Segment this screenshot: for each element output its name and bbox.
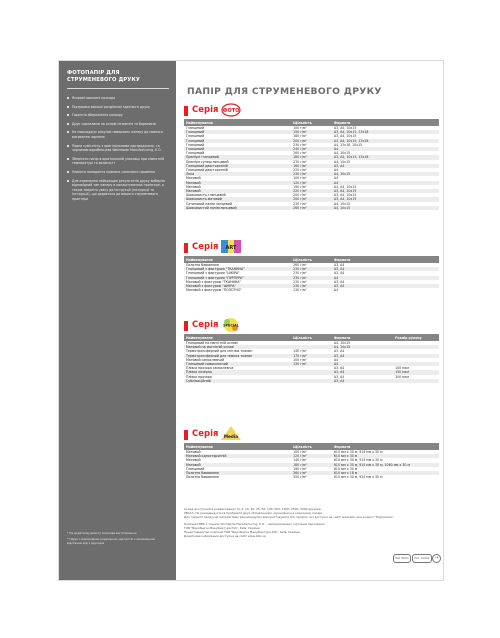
table-cell: 350 г/м² bbox=[293, 475, 307, 480]
table-cell: А3, А4 bbox=[332, 284, 439, 288]
table-cell: Глянцевий двосторонній bbox=[186, 168, 228, 173]
table-cell: Глянцевий на магнітній основі bbox=[186, 341, 238, 345]
column-header: Формати bbox=[332, 119, 439, 126]
table-row bbox=[184, 475, 439, 479]
table-cell: 220 г/м² bbox=[293, 168, 307, 173]
section-art bbox=[184, 238, 439, 292]
table-cell: 610 мм х 30 м, 914 мм х 30 м bbox=[333, 475, 383, 480]
table-cell: А3, А4, 10х15, 13х18 bbox=[332, 139, 439, 143]
feature-list bbox=[67, 96, 173, 206]
table-cell: Матовий односторонній bbox=[184, 454, 291, 458]
footer-line: ТОВ "Виробнича Мануфактура ЮА", Київ, Україна bbox=[184, 525, 260, 530]
media-logo-text: Media bbox=[223, 434, 239, 439]
series-accent-bar bbox=[184, 243, 188, 253]
table-cell: А3, А4, 10х15 bbox=[332, 197, 439, 201]
column-header: Формати bbox=[332, 334, 393, 341]
column-header: Формати bbox=[332, 256, 439, 263]
table-cell: 230 г/м² bbox=[291, 172, 332, 176]
section-media bbox=[184, 425, 439, 479]
table-cell: Термотрансферний для темних тканин bbox=[184, 354, 291, 358]
product-table bbox=[184, 443, 439, 479]
table-cell: 230 г/м² bbox=[291, 267, 332, 271]
table-cell: А4 bbox=[332, 276, 439, 280]
footer-notes bbox=[184, 507, 439, 538]
table-cell: 150 г/м² bbox=[291, 130, 332, 134]
sidebar-title: ФОТОПАПІР ДЛЯ СТРУМЕНЕВОГО ДРУКУ bbox=[67, 70, 140, 83]
table-cell: Преміум суперглянцевий bbox=[186, 159, 229, 164]
sidebar-note: * На додаткову вимогу можливе виготовлення bbox=[67, 531, 137, 535]
table-cell: А3, А4 bbox=[333, 279, 345, 284]
column-header: Щільність bbox=[291, 443, 332, 450]
table-cell: Матовий bbox=[186, 458, 201, 463]
table-cell: 610 мм х 30 м, 914 мм х 30 м, 1060 мм х 30 м bbox=[332, 463, 439, 467]
table-cell: 260 г/м² bbox=[291, 471, 332, 475]
table-cell: 100 г/м² bbox=[293, 126, 307, 130]
table-cell: А3, А4 bbox=[333, 374, 345, 379]
table-cell: Шовковисто-глянцевий bbox=[186, 193, 226, 198]
table-cell: А4 bbox=[333, 168, 339, 173]
table-cell: Глянцевий самоклеючий bbox=[184, 362, 291, 366]
table-cell: Матовий bbox=[186, 450, 201, 454]
series-accent-bar bbox=[184, 321, 188, 331]
table-cell: Матовий bbox=[184, 181, 291, 185]
table-cell: А3, А4 bbox=[332, 370, 393, 374]
table-cell: Глянцевий з фактурою "ПУРПУРА" bbox=[184, 276, 291, 280]
arrow-circle-icon: → bbox=[432, 554, 441, 563]
table-cell: 100 мкм bbox=[395, 374, 409, 379]
table-cell: 150 мкм bbox=[393, 370, 439, 374]
table-cell: Лиса bbox=[184, 172, 291, 176]
section-foto bbox=[184, 101, 439, 210]
series-accent-bar bbox=[184, 106, 188, 116]
column-header: Щільність bbox=[291, 256, 332, 263]
page-title: ПАПІР ДЛЯ СТРУМЕНЕВОГО ДРУКУ bbox=[187, 86, 382, 97]
table-cell: Глянцевий bbox=[186, 126, 205, 130]
table-cell: А3, А4 bbox=[333, 263, 345, 267]
feature-item: Друк чорнилами на основі пігментів та барвників bbox=[67, 122, 173, 127]
table-cell: А3, А4 bbox=[333, 349, 345, 354]
table-cell: А4 bbox=[333, 176, 339, 181]
table-cell: 160 г/м² bbox=[291, 164, 332, 168]
certification-badge: ISO 14001 bbox=[412, 554, 432, 563]
table-cell: Матовий з фактурою "ШКІРА" bbox=[184, 284, 291, 288]
table-cell: 100 г/м² bbox=[293, 357, 307, 362]
table-cell: А4, 10х15 bbox=[333, 201, 351, 206]
table-cell: 230 г/м² bbox=[293, 142, 307, 147]
footer-line: Склад доступний в розфасованих по 5, 10, 20, 25, 50, 100, 500, 1000, 2500, 5000 аркушів. bbox=[184, 507, 322, 511]
column-header: Найменування bbox=[184, 256, 291, 263]
footer-line: Для гарантії продукції наполегливо рекомендуємо використовувати ICC профілі, які доступні на сайті www.bbk.ua в розділі "Підтримка". bbox=[184, 515, 395, 520]
table-cell: Термотрансферний для світлих тканин bbox=[186, 349, 253, 354]
table-cell: Глянцевий bbox=[186, 466, 205, 471]
table-cell: Глянцевий bbox=[186, 151, 205, 156]
table-cell: Глянцевий bbox=[184, 139, 291, 143]
table-cell: Плівка прозора bbox=[186, 374, 212, 379]
table-cell: 180 г/м² bbox=[291, 463, 332, 467]
feature-item: Зберігати папір в оригінальній упаковці при кімнатній температурі та вологості bbox=[67, 157, 173, 166]
foto-logo bbox=[220, 101, 242, 118]
feature-item: Не пошкоджує ріжучих поверхонь паперу до повного висихання чорнила bbox=[67, 130, 173, 139]
table-cell: 170 г/м² bbox=[291, 354, 332, 358]
table-cell: А4, 10х15 bbox=[332, 345, 393, 349]
media-logo bbox=[220, 425, 242, 442]
product-table bbox=[184, 119, 439, 210]
table-header-row bbox=[184, 119, 439, 126]
series-header bbox=[184, 101, 439, 119]
table-cell: Матовий самоклеючий bbox=[186, 357, 225, 362]
table-cell: Плівка прозора самоклеюча bbox=[186, 366, 234, 371]
table-cell: Глянцевий bbox=[186, 134, 205, 139]
column-header: Розмір рулону bbox=[393, 334, 439, 341]
table-cell: 610 мм х 30 м bbox=[333, 466, 358, 471]
table-cell: 610 мм х 30 м bbox=[332, 454, 439, 458]
table-cell: 260 г/м² bbox=[291, 206, 332, 210]
table-cell: 190 г/м² bbox=[293, 466, 307, 471]
special-logo-text: SPECIAL bbox=[223, 323, 239, 328]
table-cell: 230 г/м² bbox=[293, 159, 307, 164]
table-cell: 230 г/м² bbox=[293, 271, 307, 276]
table-cell: Преміум глянцевий bbox=[184, 155, 291, 159]
table-cell: А4, 10х15 bbox=[332, 206, 439, 210]
foto-logo-text: ФОТО bbox=[222, 108, 240, 114]
column-header: Щільність bbox=[291, 334, 332, 341]
column-header: Найменування bbox=[184, 334, 291, 341]
table-cell: Глянцевий двосторонній bbox=[184, 164, 291, 168]
table-cell: Матовий bbox=[186, 176, 201, 181]
table-cell: А4, А4, 10х15 bbox=[333, 184, 357, 189]
table-cell: Матовий з фактурою "ТКАНИНА" bbox=[186, 279, 241, 284]
table-cell: 140 г/м² bbox=[293, 349, 307, 354]
special-logo bbox=[220, 316, 242, 333]
table-cell: А3, А4, 10х15 bbox=[333, 193, 357, 198]
table-cell: Глянцевий з фактурою "ШКІРА" bbox=[186, 271, 240, 276]
sidebar-divider bbox=[67, 88, 169, 89]
column-header: Щільність bbox=[291, 119, 332, 126]
sidebar bbox=[59, 61, 176, 580]
table-cell: 100 г/м² bbox=[293, 176, 307, 181]
series-accent-bar bbox=[184, 430, 188, 440]
table-cell: 140 г/м² bbox=[293, 458, 307, 463]
table-cell: Матовий bbox=[184, 189, 291, 193]
footer-line: Представництво компанії ТОВ "Виробнича Мануфактура ЮА", Київ, Україна bbox=[184, 530, 300, 535]
table-cell: 100 г/м² bbox=[293, 450, 307, 454]
table-cell: А4 bbox=[332, 181, 439, 185]
series-header bbox=[184, 238, 439, 256]
product-table bbox=[184, 334, 439, 383]
table-cell: А3, А4, 10х15, 13х18 bbox=[332, 130, 439, 134]
table-cell: Полотно бавовняне bbox=[184, 471, 291, 475]
footer-line: УВАГА: Не рекомендується пробувати друк обсмаленими чорнилами на клеєчному папері. bbox=[184, 511, 324, 516]
section-special bbox=[184, 316, 439, 383]
table-cell: Шовковисто-матовий bbox=[184, 197, 291, 201]
table-cell: Полотно бавовняне bbox=[186, 263, 219, 267]
table-cell: 610 мм х 18 м bbox=[332, 471, 439, 475]
feature-item: Яскраві насичені кольори bbox=[67, 96, 173, 101]
column-header: Найменування bbox=[184, 119, 291, 126]
table-cell: 190 г/м² bbox=[293, 184, 307, 189]
table-cell: 220 г/м² bbox=[291, 189, 332, 193]
table-cell: А4, 10х15 bbox=[333, 159, 351, 164]
table-header-row bbox=[184, 256, 439, 263]
table-cell: 200 г/м² bbox=[291, 139, 332, 143]
table-cell: А4 bbox=[332, 362, 393, 366]
table-cell: Матовий bbox=[186, 184, 201, 189]
table-cell: 260 г/м² bbox=[293, 263, 307, 267]
footer-line: Компанія BBK є членом Worldwide Manufacturing, E.O. – авторизованим торговим партнером. bbox=[184, 521, 326, 526]
table-cell: А3, А4, 10х15, 13х18 bbox=[332, 155, 439, 159]
table-cell bbox=[393, 379, 439, 383]
table-header-row bbox=[184, 443, 439, 450]
table-cell: 230 г/м² bbox=[293, 288, 307, 293]
table-cell: А4 bbox=[332, 147, 439, 151]
table-cell: А4 bbox=[333, 357, 339, 362]
table-cell: А4, 13х18, 10х15 bbox=[333, 142, 363, 147]
series-label: Серія bbox=[192, 105, 219, 115]
column-header: Найменування bbox=[184, 443, 291, 450]
feature-item: Підтримка високої роздільної здатності друку bbox=[67, 105, 173, 110]
footer-line: Додаткова інформація доступна на сайті www.bbk.ua bbox=[184, 534, 266, 539]
table-cell: Глянцевий bbox=[184, 147, 291, 151]
table-cell: 130 г/м² bbox=[291, 362, 332, 366]
table-cell: 230 г/м² bbox=[293, 201, 307, 206]
feature-item: Гарантія збереження кольору bbox=[67, 113, 173, 118]
table-cell: Сатиновий напівглянцевий bbox=[186, 201, 232, 206]
table-cell: 100 мкм bbox=[395, 366, 409, 371]
table-cell: А4, 10х15 bbox=[333, 151, 351, 156]
table-cell: Глянцевий bbox=[186, 142, 205, 147]
table-cell: А3, А4 bbox=[333, 366, 345, 371]
table-cell: 120 г/м² bbox=[291, 454, 332, 458]
series-header bbox=[184, 316, 439, 334]
table-cell: А3, А4 bbox=[333, 271, 345, 276]
table-cell: А3, А4 bbox=[332, 379, 393, 383]
table-cell: 200 г/м² bbox=[293, 193, 307, 198]
table-cell: А4, 10х15 bbox=[333, 341, 351, 345]
feature-item: Для отримання найкращих результатів друку виберіть відповідний тип паперу в налаштуваннях принтера, а також зверніть увагу до інструкції (інструкції та інструкції), що додається до вашого струменевого принтера bbox=[67, 179, 173, 202]
series-label: Серія bbox=[192, 242, 219, 252]
feature-item: Повна сумісність з оригінальними картриджами, та чорнилом виробництва Worldwide Manufacturing, E.O. bbox=[67, 144, 173, 153]
table-cell: 610 мм х 30 м, 914 мм х 30 м bbox=[333, 458, 383, 463]
table-cell: 240 г/м² bbox=[291, 147, 332, 151]
sidebar-notes bbox=[67, 531, 167, 547]
table-cell: 230 г/м² bbox=[291, 276, 332, 280]
brochure-page bbox=[58, 60, 444, 581]
table-cell: А3, А4, 10х15 bbox=[332, 189, 439, 193]
table-cell: Матовий з фактурою "ПОЛОТНО" bbox=[186, 288, 242, 293]
series-label: Серія bbox=[192, 429, 219, 439]
table-cell: 180 г/м² bbox=[291, 155, 332, 159]
table-cell: А4, 10х15 bbox=[332, 172, 439, 176]
table-cell: А3, А4 bbox=[332, 267, 439, 271]
table-cell: Глянцевий з фактурою "ТКАНИНА" bbox=[184, 267, 291, 271]
table-cell: Сублімаційний bbox=[184, 379, 291, 383]
table-cell: 230 г/м² bbox=[293, 279, 307, 284]
table-cell: А4 bbox=[333, 288, 339, 293]
feature-item: Уникати попадання прямого сонячного проміння bbox=[67, 170, 173, 175]
table-row bbox=[184, 379, 439, 383]
series-header bbox=[184, 425, 439, 443]
table-cell: А3, А4 bbox=[332, 354, 393, 358]
table-cell: 230 г/м² bbox=[291, 284, 332, 288]
table-cell: Матовий bbox=[184, 463, 291, 467]
table-cell: А3, А4, 10х15 bbox=[333, 134, 357, 139]
table-cell: 260 г/м² bbox=[293, 151, 307, 156]
table-cell: А3, А4 bbox=[332, 164, 439, 168]
sidebar-note: ** Друк з відповідною роздільною здатністю з мінімальною відстанню від 1 друкарні bbox=[67, 537, 156, 545]
table-cell: 180 г/м² bbox=[293, 134, 307, 139]
table-cell: Глянцевий bbox=[184, 130, 291, 134]
table-row bbox=[184, 288, 439, 292]
series-label: Серія bbox=[192, 320, 219, 330]
table-cell: 610 мм х 30 м, 914 мм х 30 м bbox=[333, 450, 383, 454]
table-header-row bbox=[184, 334, 439, 341]
art-logo-text: ART bbox=[225, 245, 237, 251]
table-cell: А3, А4, 10х15 bbox=[333, 126, 357, 130]
table-cell: Полотно бавовняне bbox=[186, 475, 219, 480]
table-cell: 200 г/м² bbox=[291, 197, 332, 201]
column-header: Формати bbox=[332, 443, 439, 450]
table-cell: Шовковистий напівглянцевий bbox=[184, 206, 291, 210]
certification-badge: ISO 9001 bbox=[393, 554, 411, 563]
table-row bbox=[184, 206, 439, 210]
table-cell: Плівка лазерна bbox=[184, 370, 291, 374]
table-cell: Матовий на магнітній основі bbox=[184, 345, 291, 349]
table-cell: 120 г/м² bbox=[291, 181, 332, 185]
product-table bbox=[184, 256, 439, 292]
table-cell bbox=[291, 379, 332, 383]
art-logo bbox=[220, 238, 242, 255]
